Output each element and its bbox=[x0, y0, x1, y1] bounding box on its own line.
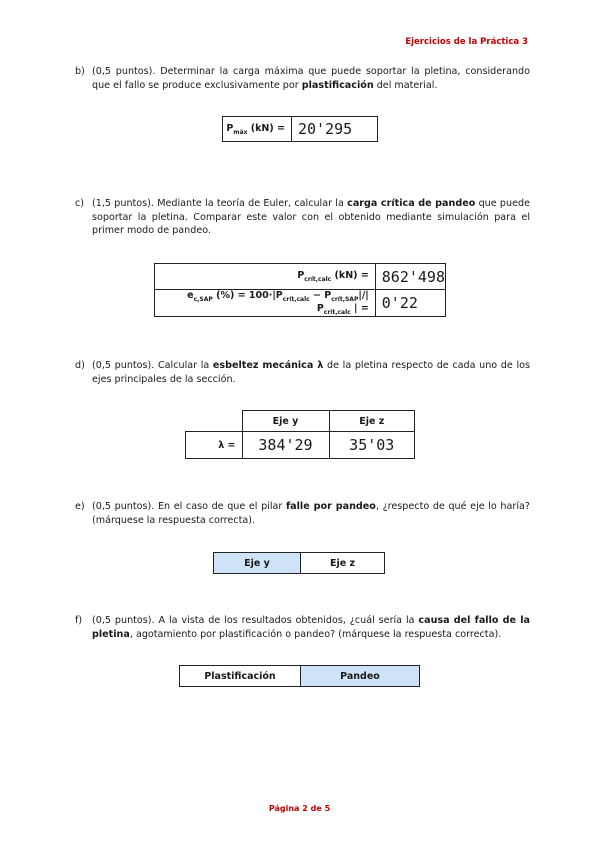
pmax-label: $P_{máx}$ (kN) = bbox=[223, 117, 292, 142]
question-text: (0,5 puntos). En el caso de que el pilar bbox=[92, 501, 286, 512]
option-eje-y[interactable]: Eje y bbox=[214, 553, 301, 574]
total-pages: 5 bbox=[324, 804, 331, 813]
question-text: (0,5 puntos). Calcular la bbox=[92, 360, 213, 371]
lambda-z-value[interactable]: 35'03 bbox=[329, 432, 415, 459]
lambda-label: λ = bbox=[186, 432, 243, 459]
question-c bbox=[75, 197, 530, 238]
question-emphasis: causa del fallo de la pletina bbox=[92, 615, 530, 640]
question-text: , ¿respecto de qué eje lo haría? (márquese la respuesta correcta). bbox=[92, 501, 530, 526]
pmax-value[interactable]: 20'295 bbox=[292, 117, 378, 142]
current-page-number: 2 bbox=[302, 804, 308, 813]
question-label: d) bbox=[75, 360, 85, 371]
question-d bbox=[75, 359, 530, 386]
question-text: (0,5 puntos). A la vista de los resultados obtenidos, ¿cuál sería la bbox=[92, 615, 419, 626]
option-pandeo[interactable]: Pandeo bbox=[301, 666, 420, 687]
question-e bbox=[75, 500, 530, 527]
column-header-eje-z: Eje z bbox=[329, 411, 415, 432]
question-text: de la pletina respecto de cada uno de los ejes principales de la sección. bbox=[92, 360, 530, 385]
question-label: f) bbox=[75, 615, 83, 626]
table-c bbox=[154, 263, 446, 317]
page-header-title: Ejercicios de la Práctica 3 bbox=[405, 37, 528, 47]
table-b bbox=[222, 116, 378, 142]
table-f bbox=[179, 665, 420, 687]
question-text: (0,5 puntos). Determinar la carga máxima que puede soportar la pletina, considerando que el fallo se produce exclusivamente por bbox=[92, 66, 530, 91]
table-e bbox=[213, 552, 385, 574]
question-label: c) bbox=[75, 198, 85, 209]
question-emphasis: esbeltez mecánica λ bbox=[212, 360, 324, 371]
column-header-eje-y: Eje y bbox=[242, 411, 329, 432]
question-label: b) bbox=[75, 66, 85, 77]
error-label: $e_{c,SAP}$ (%) = $100\cdot|P_{crít,calc} - P_{crít,SAP}|/|$ $P_{crít,calc}$ | = bbox=[155, 290, 376, 317]
question-text: del material. bbox=[373, 79, 438, 91]
question-label: e) bbox=[75, 501, 85, 512]
option-plastificacion[interactable]: Plastificación bbox=[180, 666, 301, 687]
question-emphasis: carga crítica de pandeo bbox=[347, 198, 476, 209]
question-text: que puede soportar la pletina. Comparar este valor con el obtenido mediante simulación para el primer modo de pandeo. bbox=[92, 198, 530, 236]
table-d bbox=[185, 410, 415, 459]
question-emphasis: falle por pandeo bbox=[285, 501, 376, 512]
pcrit-label: $P_{crít,calc}$ (kN) = bbox=[155, 264, 376, 290]
question-text: , agotamiento por plastificación o pandeo? (márquese la respuesta correcta). bbox=[129, 628, 502, 640]
error-value[interactable]: 0'22 bbox=[375, 290, 445, 317]
question-text: (1,5 puntos). Mediante la teoría de Euler, calcular la bbox=[92, 198, 348, 209]
option-eje-z[interactable]: Eje z bbox=[301, 553, 385, 574]
page-footer: Página 2 de 5 bbox=[268, 804, 331, 813]
question-f bbox=[75, 614, 530, 641]
question-b bbox=[75, 65, 530, 92]
pcrit-value[interactable]: 862'498 bbox=[375, 264, 445, 290]
lambda-y-value[interactable]: 384'29 bbox=[242, 432, 329, 459]
question-emphasis: plastificación bbox=[301, 79, 374, 91]
